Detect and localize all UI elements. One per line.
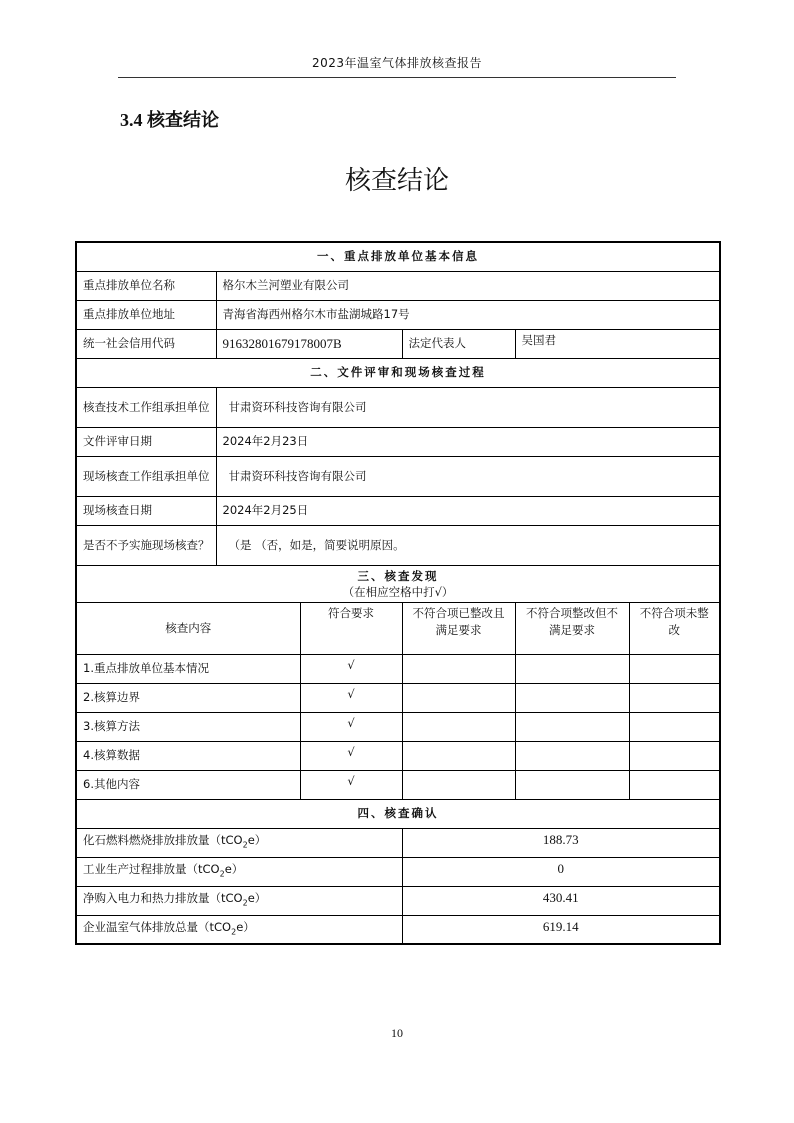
finding-item: 4.核算数据 xyxy=(76,741,300,770)
section3-title-cell xyxy=(76,565,720,602)
finding-item: 2.核算边界 xyxy=(76,683,300,712)
emission-value: 0 xyxy=(402,857,720,886)
col-header-fixed-not-ok: 不符合项整改但不满足要求 xyxy=(515,602,629,654)
finding-fixed-ok xyxy=(402,741,515,770)
subscript-two: 2 xyxy=(242,898,248,908)
credit-code-label: 统一社会信用代码 xyxy=(76,329,216,358)
unit-address-label: 重点排放单位地址 xyxy=(76,300,216,329)
emission-row xyxy=(76,915,720,944)
finding-fixed-ok xyxy=(402,770,515,799)
doc-review-date-value: 2024年2月23日 xyxy=(216,427,720,456)
section3-subtitle: （在相应空格中打√） xyxy=(342,584,454,599)
emission-value: 619.14 xyxy=(402,915,720,944)
emission-row xyxy=(76,857,720,886)
section4-title: 四、核查确认 xyxy=(76,799,720,828)
finding-item: 1.重点排放单位基本情况 xyxy=(76,654,300,683)
finding-comply-mark: √ xyxy=(300,683,402,712)
finding-fixed-not-ok xyxy=(515,654,629,683)
legal-rep-label: 法定代表人 xyxy=(402,329,515,358)
tech-group-value: 甘肃资环科技咨询有限公司 xyxy=(216,387,720,427)
skip-site-value: （是 （否，如是，简要说明原因。 xyxy=(216,525,720,565)
finding-row xyxy=(76,741,720,770)
emission-value: 188.73 xyxy=(402,828,720,857)
finding-comply-mark: √ xyxy=(300,654,402,683)
skip-site-label: 是否不予实施现场核查？ xyxy=(76,525,216,565)
finding-not-fixed xyxy=(629,654,720,683)
finding-not-fixed xyxy=(629,712,720,741)
site-group-label: 现场核查工作组承担单位 xyxy=(76,456,216,496)
finding-row xyxy=(76,654,720,683)
legal-rep-value: 吴国君 xyxy=(515,329,720,358)
emission-label-post: e） xyxy=(247,832,267,847)
unit-name-label: 重点排放单位名称 xyxy=(76,271,216,300)
finding-fixed-not-ok xyxy=(515,712,629,741)
section1-title: 一、重点排放单位基本信息 xyxy=(76,242,720,271)
emission-label xyxy=(76,828,402,857)
finding-item: 6.其他内容 xyxy=(76,770,300,799)
page-header: 2023年温室气体排放核查报告 xyxy=(118,54,676,78)
emission-label xyxy=(76,886,402,915)
doc-review-date-label: 文件评审日期 xyxy=(76,427,216,456)
finding-fixed-not-ok xyxy=(515,770,629,799)
emission-label-post: e） xyxy=(224,861,244,876)
finding-comply-mark: √ xyxy=(300,770,402,799)
credit-code-value: 91632801679178007B xyxy=(216,329,402,358)
emission-row xyxy=(76,886,720,915)
finding-row xyxy=(76,770,720,799)
finding-comply-mark: √ xyxy=(300,741,402,770)
finding-row xyxy=(76,712,720,741)
emission-label-pre: 企业温室气体排放总量（tCO xyxy=(83,919,232,934)
unit-address-value: 青海省海西州格尔木市盐湖城路17号 xyxy=(216,300,720,329)
emission-label-pre: 化石燃料燃烧排放排放量（tCO xyxy=(83,832,243,847)
finding-row xyxy=(76,683,720,712)
finding-fixed-ok xyxy=(402,712,515,741)
page-number: 10 xyxy=(391,1026,403,1040)
emission-label-pre: 净购入电力和热力排放量（tCO xyxy=(83,890,243,905)
site-group-value: 甘肃资环科技咨询有限公司 xyxy=(216,456,720,496)
finding-fixed-ok xyxy=(402,683,515,712)
section3-title: 三、核查发现 xyxy=(357,568,439,583)
subscript-two: 2 xyxy=(219,869,225,879)
finding-fixed-not-ok xyxy=(515,741,629,770)
finding-not-fixed xyxy=(629,683,720,712)
finding-fixed-not-ok xyxy=(515,683,629,712)
tech-group-label: 核查技术工作组承担单位 xyxy=(76,387,216,427)
verification-conclusion-table xyxy=(75,241,721,945)
emission-label xyxy=(76,915,402,944)
site-date-label: 现场核查日期 xyxy=(76,496,216,525)
unit-name-value: 格尔木兰河塑业有限公司 xyxy=(216,271,720,300)
subscript-two: 2 xyxy=(242,840,248,850)
finding-not-fixed xyxy=(629,770,720,799)
emission-row xyxy=(76,828,720,857)
col-header-comply: 符合要求 xyxy=(300,602,402,654)
emission-label-pre: 工业生产过程排放量（tCO xyxy=(83,861,220,876)
document-title: 核查结论 xyxy=(344,166,449,196)
col-header-content: 核查内容 xyxy=(76,602,300,654)
finding-item: 3.核算方法 xyxy=(76,712,300,741)
section-heading: 3.4 核查结论 xyxy=(120,110,219,130)
emission-label-post: e） xyxy=(247,890,267,905)
emission-label xyxy=(76,857,402,886)
subscript-two: 2 xyxy=(231,926,237,936)
section2-title: 二、文件评审和现场核查过程 xyxy=(76,358,720,387)
finding-comply-mark: √ xyxy=(300,712,402,741)
site-date-value: 2024年2月25日 xyxy=(216,496,720,525)
col-header-fixed-ok: 不符合项已整改且满足要求 xyxy=(402,602,515,654)
col-header-not-fixed: 不符合项未整改 xyxy=(629,602,720,654)
finding-fixed-ok xyxy=(402,654,515,683)
emission-label-post: e） xyxy=(236,919,255,934)
emission-value: 430.41 xyxy=(402,886,720,915)
finding-not-fixed xyxy=(629,741,720,770)
